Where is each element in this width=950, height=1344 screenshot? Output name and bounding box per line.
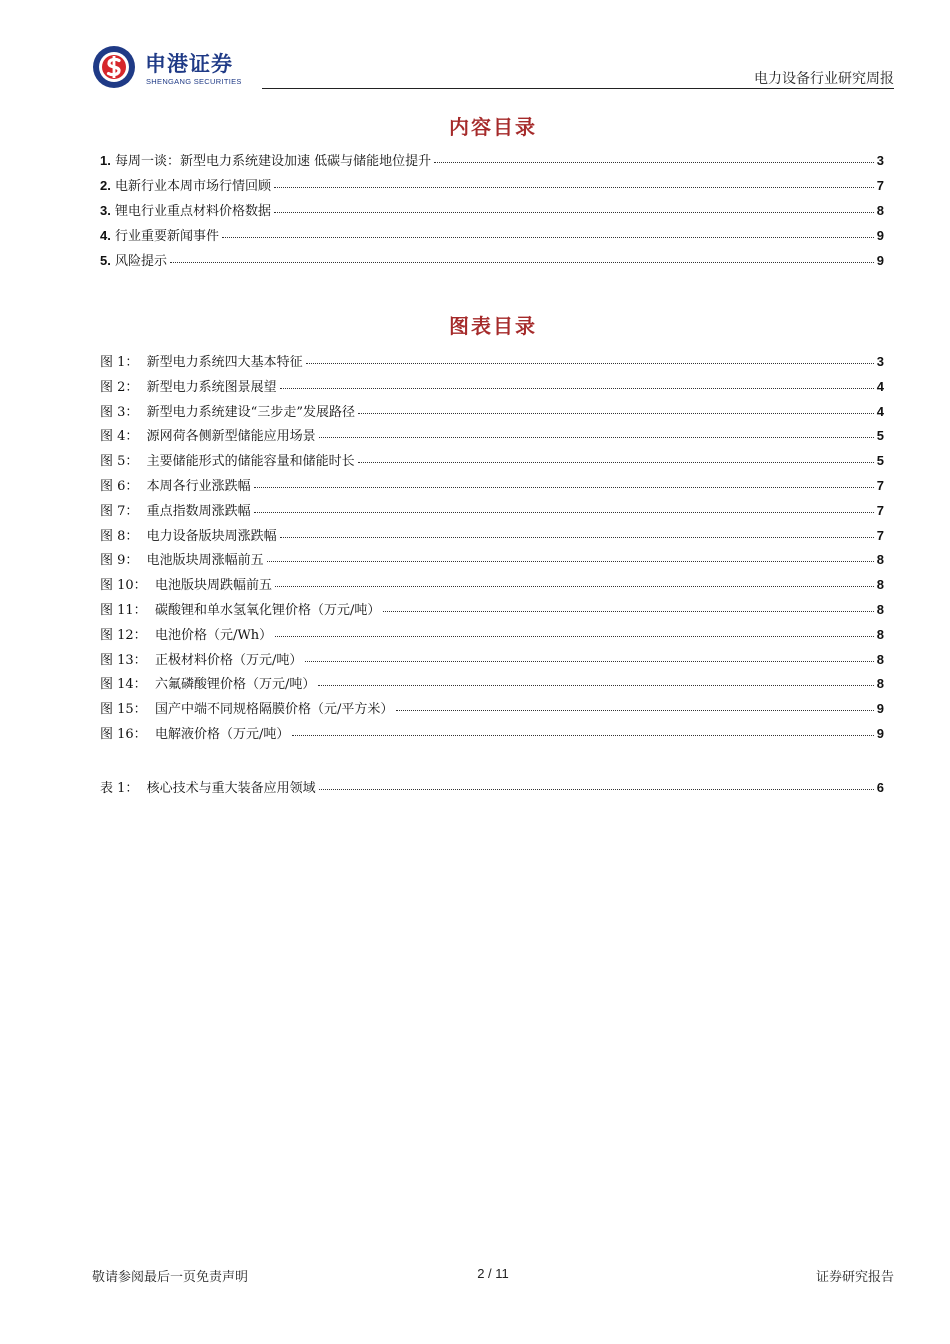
figure-entry[interactable] (100, 380, 884, 394)
toc-text: 风险提示 (114, 254, 167, 269)
figure-prefix: 图 10： (100, 578, 147, 594)
toc-number: 4. (100, 228, 111, 243)
dot-leader (254, 487, 874, 488)
dot-leader (274, 212, 874, 213)
figure-prefix: 图 7： (100, 503, 139, 519)
figure-page: 7 (876, 478, 884, 493)
figure-prefix: 图 11： (100, 603, 147, 618)
figure-page: 8 (876, 676, 884, 692)
figure-page: 4 (876, 378, 884, 394)
figure-text: 六氟磷酸锂价格（万元/吨） (154, 677, 316, 693)
figure-entry[interactable] (100, 653, 884, 667)
toc-entry[interactable] (100, 254, 884, 268)
dot-leader (170, 262, 874, 263)
figure-text: 电池版块周涨幅前五 (146, 553, 264, 569)
toc-text: 每周一谈：新型电力系统建设加速 低碳与储能地位提升 (114, 154, 432, 169)
table-page: 6 (876, 780, 884, 795)
figure-entry[interactable] (100, 479, 884, 493)
report-type: 电力设备行业研究周报 (754, 71, 894, 87)
figure-text: 电池版块周跌幅前五 (154, 578, 272, 594)
figure-page: 8 (876, 552, 884, 568)
toc-entry[interactable] (100, 229, 884, 243)
figure-page: 9 (876, 726, 884, 741)
figure-text: 本周各行业涨跌幅 (146, 479, 251, 494)
figure-text: 正极材料价格（万元/吨） (154, 652, 303, 668)
figure-entry[interactable] (100, 405, 884, 419)
toc-number: 2. (100, 178, 111, 193)
dot-leader (396, 710, 873, 711)
toc-page: 9 (876, 253, 884, 268)
dot-leader (267, 561, 874, 562)
toc-page: 8 (876, 203, 884, 218)
dot-leader (383, 611, 873, 612)
figure-page: 7 (876, 527, 884, 543)
table-prefix: 表 1： (100, 781, 139, 796)
toc-entry[interactable] (100, 154, 884, 168)
figure-page: 8 (876, 651, 884, 667)
dot-leader (319, 437, 874, 438)
dot-leader (280, 388, 874, 389)
figure-prefix: 图 13： (100, 652, 147, 668)
figure-page: 4 (876, 403, 884, 419)
dot-leader (222, 237, 874, 238)
figure-entry[interactable] (100, 727, 884, 741)
toc-text: 电新行业本周市场行情回顾 (114, 179, 271, 194)
page-header (92, 44, 894, 90)
figure-prefix: 图 16： (100, 727, 147, 742)
figure-entry[interactable] (100, 702, 884, 716)
figure-page: 8 (876, 602, 884, 617)
toc-entry[interactable] (100, 179, 884, 193)
header-divider (262, 88, 894, 89)
figure-prefix: 图 4： (100, 429, 139, 445)
figure-prefix: 图 6： (100, 479, 139, 494)
figure-text: 主要储能形式的储能容量和储能时长 (146, 454, 355, 470)
toc-text: 行业重要新闻事件 (114, 229, 219, 244)
dot-leader (254, 512, 874, 513)
figure-text: 新型电力系统建设“三步走”发展路径 (146, 404, 355, 420)
figure-text: 电池价格（元/Wh） (154, 627, 273, 643)
figure-prefix: 图 12： (100, 627, 147, 643)
figure-text: 新型电力系统图景展望 (146, 379, 277, 395)
figure-page: 5 (876, 453, 884, 469)
contents-title: 内容目录 (449, 115, 537, 139)
dot-leader (292, 735, 873, 736)
toc-page: 7 (876, 178, 884, 193)
toc-entry[interactable] (100, 204, 884, 218)
figure-entry[interactable] (100, 429, 884, 443)
toc-page: 9 (876, 228, 884, 243)
toc-number: 5. (100, 253, 111, 268)
dot-leader (305, 661, 873, 662)
figures-title: 图表目录 (449, 314, 537, 338)
figure-page: 8 (876, 626, 884, 642)
figure-entry[interactable] (100, 504, 884, 518)
figure-prefix: 图 2： (100, 379, 139, 395)
logo-name-cn: 申港证券 (145, 52, 233, 76)
dot-leader (358, 462, 874, 463)
logo-name-en: SHENGANG SECURITIES (146, 77, 242, 86)
figure-entry[interactable] (100, 603, 884, 617)
toc-number: 3. (100, 203, 111, 218)
figure-text: 电力设备版块周涨跌幅 (146, 528, 277, 544)
figure-entry[interactable] (100, 628, 884, 642)
figure-entry[interactable] (100, 454, 884, 468)
dot-leader (358, 413, 874, 414)
figure-page: 3 (876, 354, 884, 369)
dot-leader (319, 789, 874, 790)
figure-prefix: 图 5： (100, 454, 139, 470)
figure-text: 新型电力系统四大基本特征 (146, 355, 303, 370)
company-logo (92, 44, 267, 90)
toc-number: 1. (100, 153, 111, 168)
table-entry[interactable] (100, 781, 884, 795)
figure-prefix: 图 3： (100, 404, 139, 420)
figure-page: 5 (876, 428, 884, 444)
document-type: 证券研究报告 (815, 1270, 894, 1285)
figure-text: 电解液价格（万元/吨） (154, 727, 290, 742)
figure-text: 碳酸锂和单水氢氧化锂价格（万元/吨） (154, 603, 381, 618)
figure-prefix: 图 14： (100, 677, 147, 693)
dot-leader (306, 363, 874, 364)
figure-prefix: 图 8： (100, 528, 139, 544)
figure-text: 国产中端不同规格隔膜价格（元/平方米） (154, 702, 394, 718)
figure-text: 源网荷各侧新型储能应用场景 (146, 429, 316, 445)
page-footer (92, 1266, 894, 1286)
figure-page: 8 (876, 577, 884, 593)
toc-text: 锂电行业重点材料价格数据 (114, 204, 271, 219)
figure-entry[interactable] (100, 677, 884, 691)
page-number: 2 / 11 (477, 1266, 509, 1281)
dot-leader (275, 586, 874, 587)
figure-entry[interactable] (100, 355, 884, 369)
figure-page: 7 (876, 502, 884, 518)
figure-page: 9 (876, 701, 884, 717)
figure-entry[interactable] (100, 578, 884, 592)
logo-mark-icon (92, 45, 136, 89)
dot-leader (274, 187, 874, 188)
dot-leader (280, 537, 874, 538)
dot-leader (275, 636, 874, 637)
figure-prefix: 图 15： (100, 702, 147, 718)
figure-entry[interactable] (100, 553, 884, 567)
dot-leader (318, 685, 873, 686)
figure-entry[interactable] (100, 529, 884, 543)
figure-prefix: 图 9： (100, 553, 139, 569)
figure-prefix: 图 1： (100, 355, 139, 370)
dot-leader (434, 162, 874, 163)
figure-text: 重点指数周涨跌幅 (146, 503, 251, 519)
toc-page: 3 (876, 153, 884, 168)
table-text: 核心技术与重大装备应用领域 (146, 781, 316, 796)
disclaimer-note: 敬请参阅最后一页免责声明 (92, 1270, 249, 1285)
